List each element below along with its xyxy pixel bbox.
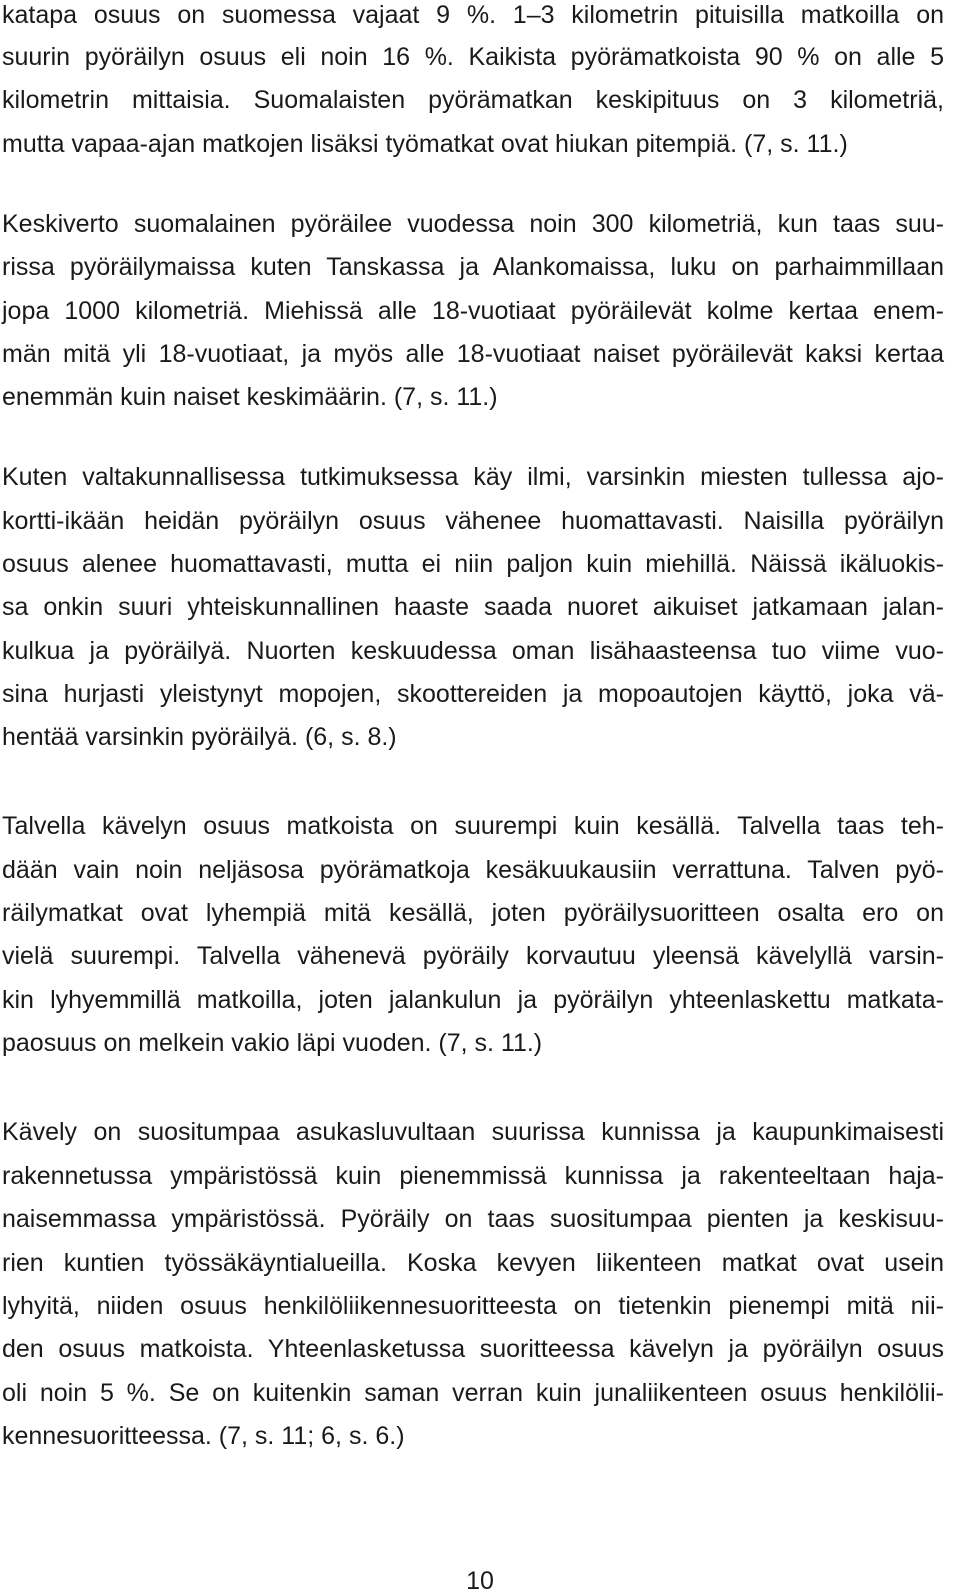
text-line: suurin pyöräilyn osuus eli noin 16 %. Kaikista pyörämatkoista 90 % on alle 5 [2, 43, 944, 71]
text-line: jopa 1000 kilometriä. Miehissä alle 18-vuotiaat pyöräilevät kolme kertaa enem- [2, 297, 944, 325]
text-line: kin lyhyemmillä matkoilla, joten jalankulun ja pyöräilyn yhteenlaskettu matkata- [2, 986, 944, 1014]
text-line: kilometrin mittaisia. Suomalaisten pyörämatkan keskipituus on 3 kilometriä, [2, 86, 944, 114]
text-line: naisemmassa ympäristössä. Pyöräily on taas suositumpaa pienten ja keskisuu- [2, 1205, 944, 1233]
text-line: Talvella kävelyn osuus matkoista on suurempi kuin kesällä. Talvella taas teh- [2, 812, 944, 840]
text-line: rissa pyöräilymaissa kuten Tanskassa ja Alankomaissa, luku on parhaimmillaan [2, 253, 944, 281]
text-line: kulkua ja pyöräilyä. Nuorten keskuudessa oman lisähaasteensa tuo viime vuo- [2, 637, 944, 665]
text-line: oli noin 5 %. Se on kuitenkin saman verran kuin junaliikenteen osuus henkilölii- [2, 1379, 944, 1407]
text-line: Kävely on suositumpaa asukasluvultaan suurissa kunnissa ja kaupunkimaisesti [2, 1118, 944, 1146]
text-line: sina hurjasti yleistynyt mopojen, skoottereiden ja mopoautojen käyttö, joka vä- [2, 680, 944, 708]
text-line: rakennetussa ympäristössä kuin pienemmissä kunnissa ja rakenteeltaan haja- [2, 1162, 944, 1190]
text-line: räilymatkat ovat lyhempiä mitä kesällä, joten pyöräilysuoritteen osalta ero on [2, 899, 944, 927]
text-line: den osuus matkoista. Yhteenlasketussa suoritteessa kävelyn ja pyöräilyn osuus [2, 1335, 944, 1363]
text-line: dään vain noin neljäsosa pyörämatkoja kesäkuukausiin verrattuna. Talven pyö- [2, 856, 944, 884]
text-line: hentää varsinkin pyöräilyä. (6, s. 8.) [2, 723, 397, 751]
text-line: sa onkin suuri yhteiskunnallinen haaste saada nuoret aikuiset jatkamaan jalan- [2, 593, 944, 621]
text-line: mutta vapaa-ajan matkojen lisäksi työmatkat ovat hiukan pitempiä. (7, s. 11.) [2, 130, 848, 158]
page-number: 10 [466, 1567, 494, 1595]
text-line: män mitä yli 18-vuotiaat, ja myös alle 18-vuotiaat naiset pyöräilevät kaksi kertaa [2, 340, 944, 368]
text-line: osuus alenee huomattavasti, mutta ei niin paljon kuin miehillä. Näissä ikäluokis- [2, 550, 944, 578]
text-line: paosuus on melkein vakio läpi vuoden. (7, s. 11.) [2, 1029, 543, 1057]
text-line: enemmän kuin naiset keskimäärin. (7, s. 11.) [2, 383, 498, 411]
text-line: Kuten valtakunnallisessa tutkimuksessa käy ilmi, varsinkin miesten tullessa ajo- [2, 463, 944, 491]
text-line: kortti-ikään heidän pyöräilyn osuus vähenee huomattavasti. Naisilla pyöräilyn [2, 507, 944, 535]
text-line: katapa osuus on suomessa vajaat 9 %. 1–3 kilometrin pituisilla matkoilla on [2, 1, 944, 29]
text-line: kennesuoritteessa. (7, s. 11; 6, s. 6.) [2, 1422, 405, 1450]
text-line: Keskiverto suomalainen pyöräilee vuodessa noin 300 kilometriä, kun taas suu- [2, 210, 944, 238]
text-line: vielä suurempi. Talvella vähenevä pyöräily korvautuu yleensä kävelyllä varsin- [2, 942, 944, 970]
text-line: lyhyitä, niiden osuus henkilöliikennesuoritteesta on tietenkin pienempi mitä nii- [2, 1292, 944, 1320]
text-line: rien kuntien työssäkäyntialueilla. Koska kevyen liikenteen matkat ovat usein [2, 1249, 944, 1277]
